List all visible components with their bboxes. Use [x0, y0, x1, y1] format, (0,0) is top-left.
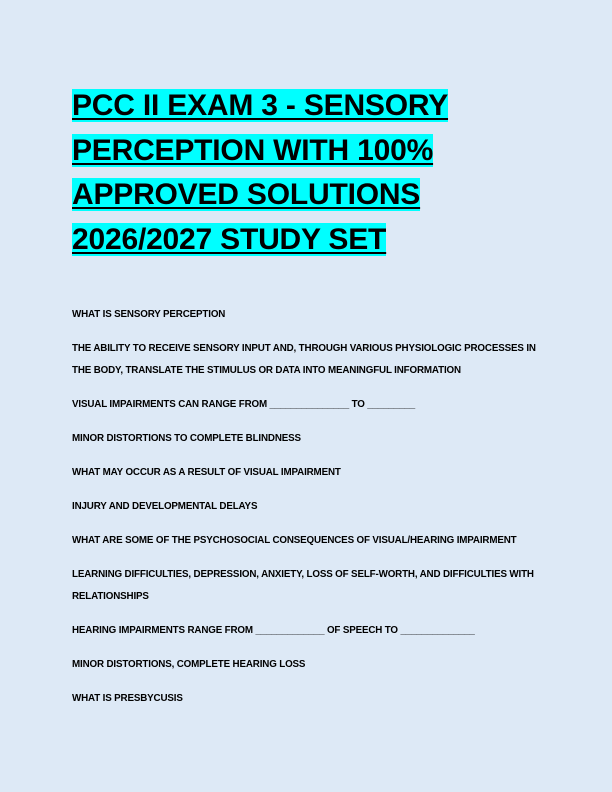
answer-3: INJURY AND DEVELOPMENTAL DELAYS	[72, 501, 258, 512]
question-1: WHAT IS SENSORY PERCEPTION	[72, 309, 226, 320]
question-4: WHAT ARE SOME OF THE PSYCHOSOCIAL CONSEQUENCES OF VISUAL/HEARING IMPAIRMENT	[72, 535, 517, 546]
question-2: VISUAL IMPAIRMENTS CAN RANGE FROM _______________ TO _________	[72, 399, 415, 410]
document-title-text: PCC II EXAM 3 - SENSORY PERCEPTION WITH 100% APPROVED SOLUTIONS 2026/2027 STUDY SET	[72, 89, 449, 256]
answer-2: MINOR DISTORTIONS TO COMPLETE BLINDNESS	[72, 433, 301, 444]
question-3: WHAT MAY OCCUR AS A RESULT OF VISUAL IMPAIRMENT	[72, 467, 341, 478]
question-6: WHAT IS PRESBYCUSIS	[72, 693, 183, 704]
answer-5: MINOR DISTORTIONS, COMPLETE HEARING LOSS	[72, 659, 306, 670]
document-title	[72, 84, 542, 262]
question-5: HEARING IMPAIRMENTS RANGE FROM _____________ OF SPEECH TO ______________	[72, 625, 475, 636]
qa-list	[72, 304, 542, 722]
title-block	[72, 84, 542, 262]
answer-1: THE ABILITY TO RECEIVE SENSORY INPUT AND, THROUGH VARIOUS PHYSIOLOGIC PROCESSES IN THE BODY, TRANSLATE THE STIMULUS OR DATA INTO MEANINGFUL INFORMATION	[72, 343, 536, 376]
answer-4: LEARNING DIFFICULTIES, DEPRESSION, ANXIETY, LOSS OF SELF-WORTH, AND DIFFICULTIES WITH RELATIONSHIPS	[72, 569, 534, 602]
